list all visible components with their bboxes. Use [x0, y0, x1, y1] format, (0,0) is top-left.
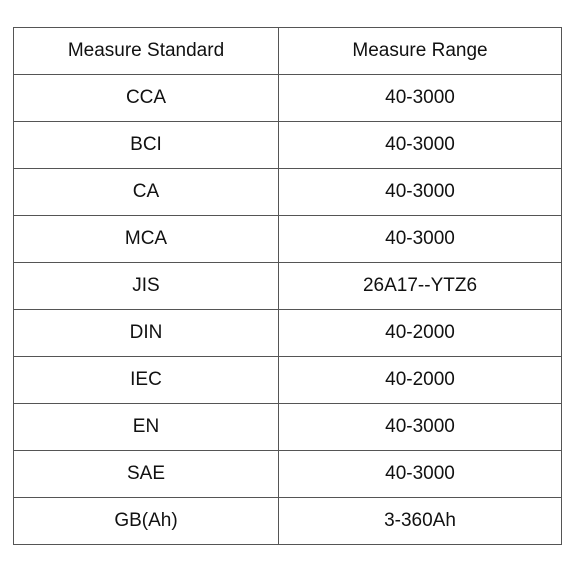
measure-spec-table — [13, 27, 562, 545]
table-row — [14, 122, 562, 169]
table-row — [14, 75, 562, 122]
cell-range: 40-3000 — [279, 216, 562, 263]
table-row — [14, 357, 562, 404]
cell-standard: EN — [14, 404, 279, 451]
cell-standard: BCI — [14, 122, 279, 169]
cell-standard: CA — [14, 169, 279, 216]
table-row — [14, 310, 562, 357]
cell-standard: MCA — [14, 216, 279, 263]
cell-standard: CCA — [14, 75, 279, 122]
cell-standard: IEC — [14, 357, 279, 404]
cell-range: 40-3000 — [279, 169, 562, 216]
table-header-row — [14, 28, 562, 75]
table-row — [14, 451, 562, 498]
table-row — [14, 404, 562, 451]
cell-standard: JIS — [14, 263, 279, 310]
cell-range: 40-3000 — [279, 75, 562, 122]
cell-range: 26A17--YTZ6 — [279, 263, 562, 310]
cell-range: 40-2000 — [279, 357, 562, 404]
table-row — [14, 498, 562, 545]
table-row — [14, 263, 562, 310]
cell-range: 40-2000 — [279, 310, 562, 357]
table-row — [14, 169, 562, 216]
cell-range: 40-3000 — [279, 404, 562, 451]
cell-standard: GB(Ah) — [14, 498, 279, 545]
cell-range: 40-3000 — [279, 122, 562, 169]
cell-range: 3-360Ah — [279, 498, 562, 545]
cell-range: 40-3000 — [279, 451, 562, 498]
table-row — [14, 216, 562, 263]
header-measure-standard: Measure Standard — [14, 28, 279, 75]
cell-standard: SAE — [14, 451, 279, 498]
cell-standard: DIN — [14, 310, 279, 357]
header-measure-range: Measure Range — [279, 28, 562, 75]
